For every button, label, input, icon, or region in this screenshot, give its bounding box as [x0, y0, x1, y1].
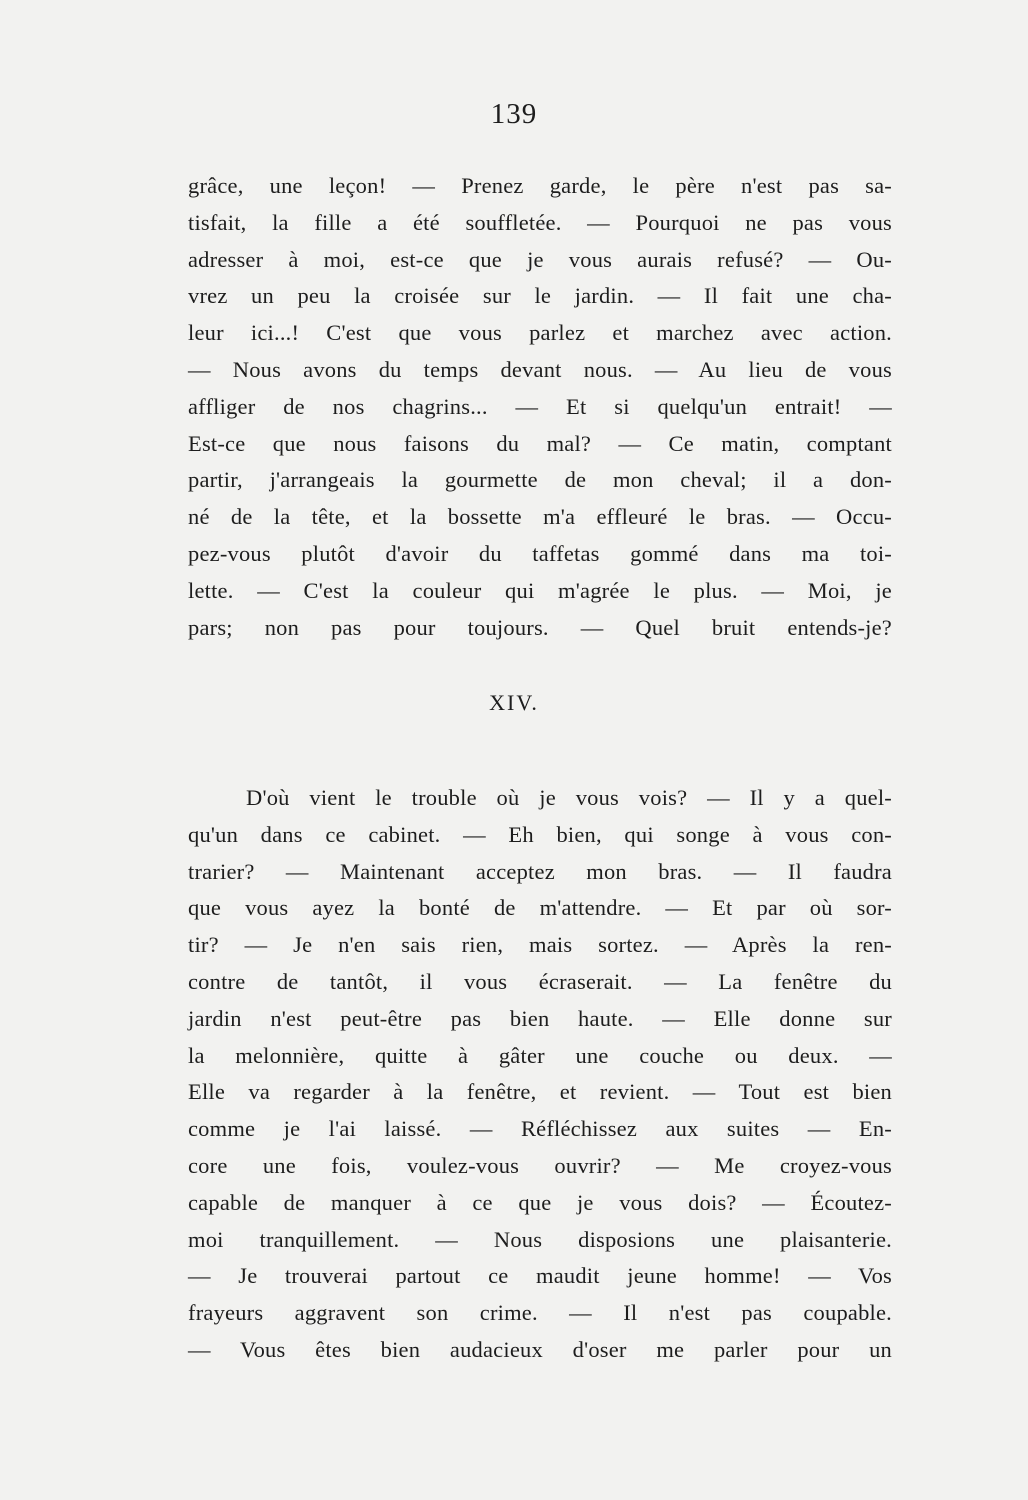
text-line: frayeurs aggravent son crime. — Il n'est pas coupable.: [188, 1300, 892, 1326]
text-line: tisfait, la fille a été souffletée. — Pourquoi ne pas vous: [188, 209, 892, 235]
text-line: grâce, une leçon! — Prenez garde, le père n'est pas sa-: [188, 173, 892, 198]
section-heading: XIV.: [489, 690, 539, 715]
text-line: leur ici...! C'est que vous parlez et marchez avec action.: [188, 320, 892, 346]
text-line: — Nous avons du temps devant nous. — Au lieu de vous: [188, 356, 892, 382]
text-line: comme je l'ai laissé. — Réfléchissez aux suites — En-: [188, 1116, 892, 1142]
text-line: D'où vient le trouble où je vous vois? — Il y a quel-: [246, 785, 892, 810]
page-number: 139: [490, 98, 538, 130]
text-line: pez-vous plutôt d'avoir du taffetas gommé dans ma toi-: [188, 540, 892, 566]
text-line: partir, j'arrangeais la gourmette de mon cheval; il a don-: [188, 467, 892, 493]
text-line: contre de tantôt, il vous écraserait. — La fenêtre du: [188, 968, 892, 994]
text-line: — Vous êtes bien audacieux d'oser me parler pour un: [188, 1336, 892, 1362]
text-line: né de la tête, et la bossette m'a effleuré le bras. — Occu-: [188, 504, 892, 530]
text-line: lette. — C'est la couleur qui m'agrée le plus. — Moi, je: [188, 577, 892, 603]
text-line: Elle va regarder à la fenêtre, et revient. — Tout est bien: [188, 1079, 892, 1105]
text-line: qu'un dans ce cabinet. — Eh bien, qui songe à vous con-: [188, 821, 892, 847]
text-line: Est-ce que nous faisons du mal? — Ce matin, comptant: [188, 430, 892, 456]
text-line: la melonnière, quitte à gâter une couche ou deux. —: [188, 1042, 892, 1068]
text-line: tir? — Je n'en sais rien, mais sortez. — Après la ren-: [188, 932, 892, 958]
text-line: adresser à moi, est-ce que je vous aurais refusé? — Ou-: [188, 246, 892, 272]
text-line: que vous ayez la bonté de m'attendre. — Et par où sor-: [188, 895, 892, 921]
text-line: affliger de nos chagrins... — Et si quelqu'un entrait! —: [188, 393, 892, 419]
text-line: — Je trouverai partout ce maudit jeune homme! — Vos: [188, 1263, 892, 1289]
text-line: jardin n'est peut-être pas bien haute. — Elle donne sur: [188, 1005, 892, 1031]
paragraph-section-xiv: [188, 780, 892, 1369]
text-line: trarier? — Maintenant acceptez mon bras. — Il faudra: [188, 858, 892, 884]
paragraph-continued: [188, 168, 892, 646]
text-line: pars; non pas pour toujours. — Quel bruit entends-je?: [188, 614, 892, 640]
text-line: capable de manquer à ce que je vous dois? — Écoutez-: [188, 1189, 892, 1215]
text-line: vrez un peu la croisée sur le jardin. — Il fait une cha-: [188, 283, 892, 309]
text-line: core une fois, voulez-vous ouvrir? — Me croyez-vous: [188, 1152, 892, 1178]
text-line: moi tranquillement. — Nous disposions une plaisanterie.: [188, 1226, 892, 1252]
